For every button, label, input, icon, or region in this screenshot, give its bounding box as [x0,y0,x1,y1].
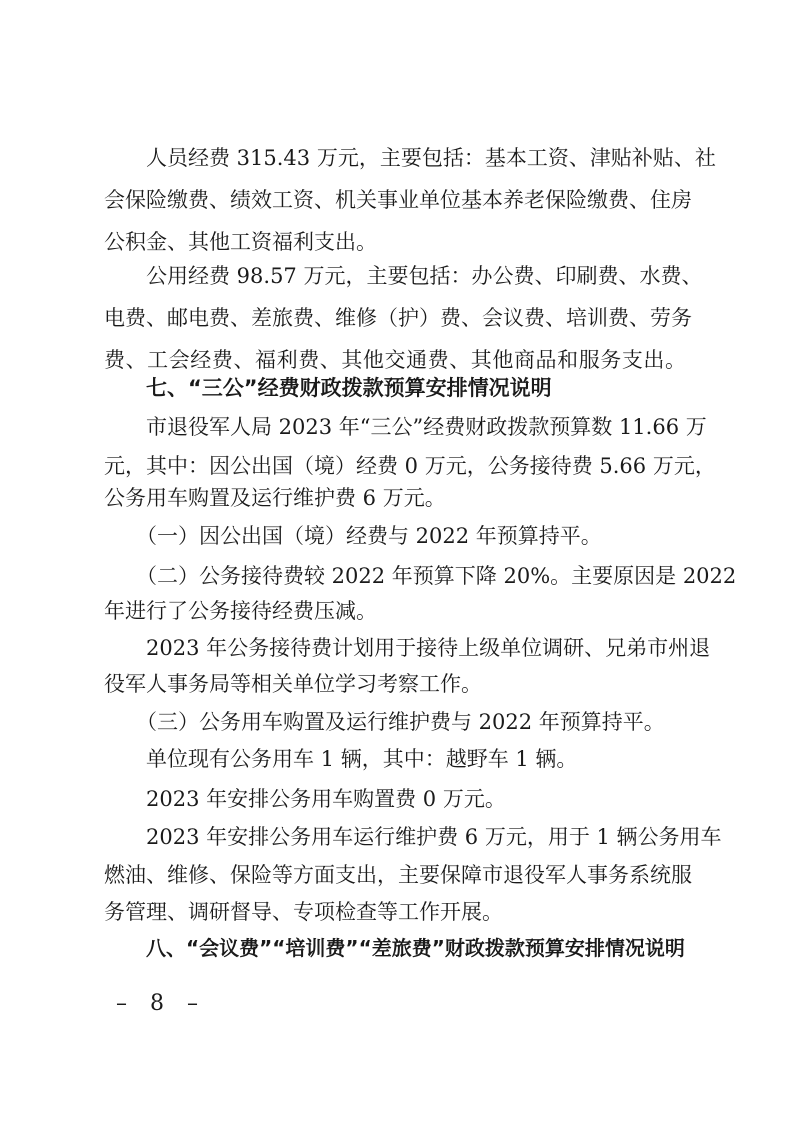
paragraph-line: 务管理、调研督导、专项检查等工作开展。 [104,900,503,924]
section-heading: 八、“会议费”“培训费”“差旅费”财政拨款预算安排情况说明 [146,936,685,960]
paragraph-line: 市退役军人局 2023 年“三公”经费财政拨款预算数 11.66 万 [146,415,707,439]
paragraph-line: 公积金、其他工资福利支出。 [104,230,377,254]
paragraph-line: （二）公务接待费较 2022 年预算下降 20%。主要原因是 2022 [136,564,737,588]
paragraph-line: 元，其中：因公出国（境）经费 0 万元，公务接待费 5.66 万元， [104,454,716,478]
paragraph-line: 燃油、维修、保险等方面支出，主要保障市退役军人事务系统服 [104,863,692,887]
paragraph-line: 电费、邮电费、差旅费、维修（护）费、会议费、培训费、劳务 [104,306,692,330]
paragraph-line: 役军人事务局等相关单位学习考察工作。 [104,672,482,696]
paragraph-line: 2023 年安排公务用车购置费 0 万元。 [146,787,506,811]
paragraph-line: 2023 年安排公务用车运行维护费 6 万元，用于 1 辆公务用车 [146,825,722,849]
paragraph-line: 会保险缴费、绩效工资、机关事业单位基本养老保险缴费、住房 [104,188,692,212]
paragraph-line: 公用经费 98.57 万元，主要包括：办公费、印刷费、水费、 [146,264,703,288]
paragraph-line: 费、工会经费、福利费、其他交通费、其他商品和服务支出。 [104,348,686,372]
list-item: （三）公务用车购置及运行维护费与 2022 年预算持平。 [136,710,665,734]
paragraph-line: 单位现有公务用车 1 辆，其中：越野车 1 辆。 [146,747,578,771]
paragraph-line: 年进行了公务接待经费压减。 [104,599,377,623]
page-number: – 8 – [116,991,206,1016]
paragraph-line: 公务用车购置及运行维护费 6 万元。 [104,486,446,510]
section-heading: 七、“三公”经费财政拨款预算安排情况说明 [146,376,552,400]
list-item: （一）因公出国（境）经费与 2022 年预算持平。 [136,524,602,548]
paragraph-line: 2023 年公务接待费计划用于接待上级单位调研、兄弟市州退 [146,636,711,660]
paragraph-line: 人员经费 315.43 万元，主要包括：基本工资、津贴补贴、社 [146,146,716,170]
